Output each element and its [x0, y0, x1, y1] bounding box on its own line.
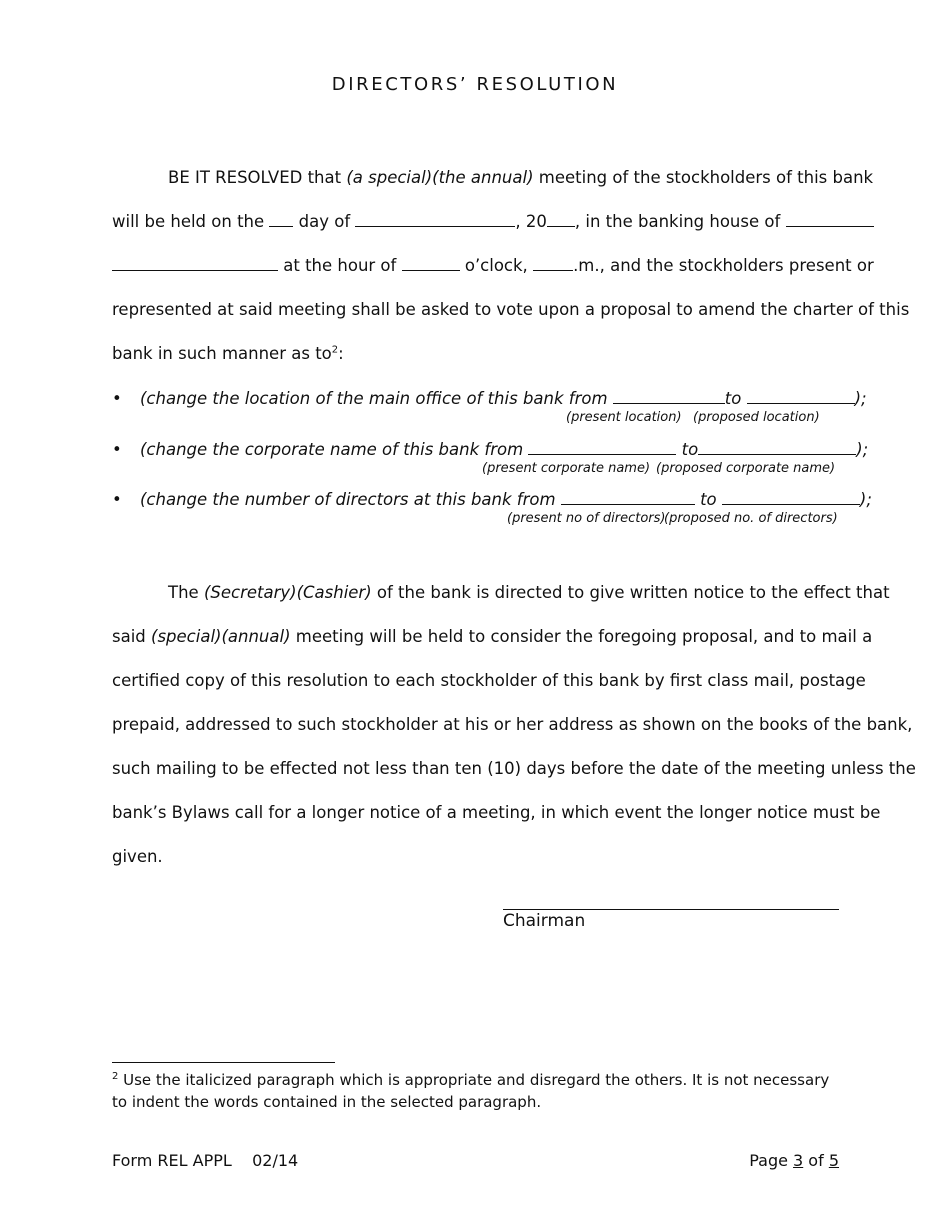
footnote-reference: 2	[331, 344, 339, 356]
footnote-mark: 2	[112, 1071, 119, 1082]
proposed-directors-caption: (proposed no. of directors)	[664, 511, 838, 526]
meeting-type-option: (a special)(the annual)	[346, 168, 534, 187]
footnote-separator	[112, 1062, 335, 1063]
notice-text: of the bank is directed to give written notice to the effect that	[371, 583, 890, 602]
present-directors-caption: (present no of directors)	[507, 511, 666, 526]
footnote-text: Use the italicized paragraph which is appropriate and disregard the others. It is not necessary to indent the words contained in the selected paragraph.	[112, 1071, 830, 1111]
option-location	[112, 387, 867, 411]
bullet: •	[112, 389, 122, 408]
meeting-option: (special)(annual)	[151, 627, 291, 646]
option-text: to	[724, 389, 742, 408]
month-blank[interactable]	[355, 210, 515, 227]
present-name-blank[interactable]	[528, 438, 676, 455]
notice-line-3: certified copy of this resolution to each stockholder of this bank by first class mail, postage	[112, 671, 866, 690]
proposed-name-caption: (proposed corporate name)	[656, 461, 836, 476]
officer-option: (Secretary)(Cashier)	[203, 583, 372, 602]
notice-line-7: given.	[112, 847, 163, 866]
page-of: of	[803, 1151, 829, 1170]
option-text: );	[854, 389, 867, 408]
option-text: (change the corporate name of this bank from	[140, 440, 524, 459]
resolution-line-4: represented at said meeting shall be asked to vote upon a proposal to amend the charter of this	[112, 300, 910, 319]
option-directors	[112, 488, 872, 512]
document-title: DIRECTORS’ RESOLUTION	[331, 74, 619, 95]
present-location-caption: (present location)	[566, 410, 682, 425]
option-name	[112, 438, 869, 462]
option-text: (change the location of the main office of this bank from	[140, 389, 608, 408]
notice-line-4: prepaid, addressed to such stockholder at his or her address as shown on the books of the bank,	[112, 715, 913, 734]
present-location-blank[interactable]	[613, 387, 725, 404]
page-number	[749, 1151, 839, 1170]
notice-line-5: such mailing to be effected not less than ten (10) days before the date of the meeting unless the	[112, 759, 916, 778]
day-blank[interactable]	[269, 210, 293, 227]
banking-house-blank[interactable]	[786, 210, 874, 227]
notice-line-2	[112, 625, 873, 649]
option-text: to	[681, 440, 699, 459]
proposed-name-blank[interactable]	[698, 438, 856, 455]
notice-line-1	[112, 581, 890, 605]
option-text: );	[859, 490, 872, 509]
notice-line-6: bank’s Bylaws call for a longer notice of a meeting, in which event the longer notice must be	[112, 803, 881, 822]
resolution-line-1	[112, 166, 874, 190]
option-text: );	[856, 440, 869, 459]
hour-blank[interactable]	[402, 254, 460, 271]
proposed-directors-blank[interactable]	[722, 488, 860, 505]
option-text: (change the number of directors at this bank from	[140, 490, 556, 509]
notice-text: The	[168, 583, 204, 602]
form-id: Form REL APPL 02/14	[112, 1151, 299, 1170]
resolution-line-5	[112, 342, 839, 366]
resolution-text: o’clock,	[464, 256, 528, 275]
resolution-text: will be held on the	[112, 212, 265, 231]
bullet: •	[112, 490, 122, 509]
resolution-text: day of	[298, 212, 351, 231]
resolution-line-2	[112, 210, 839, 234]
option-text: to	[700, 490, 717, 509]
proposed-location-blank[interactable]	[747, 387, 855, 404]
resolution-text: :	[338, 344, 344, 363]
bullet: •	[112, 440, 122, 459]
year-blank[interactable]	[547, 210, 575, 227]
proposed-location-caption: (proposed location)	[693, 410, 820, 425]
page-total: 5	[828, 1151, 839, 1170]
chairman-label: Chairman	[503, 911, 586, 931]
resolution-text: bank in such manner as to	[112, 344, 332, 363]
present-name-caption: (present corporate name)	[482, 461, 651, 476]
resolution-line-3	[112, 254, 874, 278]
resolution-text: .m., and the stockholders present or	[573, 256, 874, 275]
banking-house-blank-2[interactable]	[112, 254, 278, 271]
resolution-text: , in the banking house of	[574, 212, 781, 231]
page-label: Page	[749, 1151, 794, 1170]
am-pm-blank[interactable]	[533, 254, 573, 271]
footnote	[112, 1069, 839, 1113]
notice-text: said	[112, 627, 152, 646]
present-directors-blank[interactable]	[561, 488, 695, 505]
resolution-text: , 20	[515, 212, 547, 231]
signature-line[interactable]	[503, 909, 839, 910]
resolution-text: at the hour of	[283, 256, 397, 275]
page-current: 3	[793, 1151, 804, 1170]
notice-text: meeting will be held to consider the foregoing proposal, and to mail a	[290, 627, 873, 646]
resolution-text: BE IT RESOLVED that	[168, 168, 347, 187]
resolution-text: meeting of the stockholders of this bank	[533, 168, 874, 187]
